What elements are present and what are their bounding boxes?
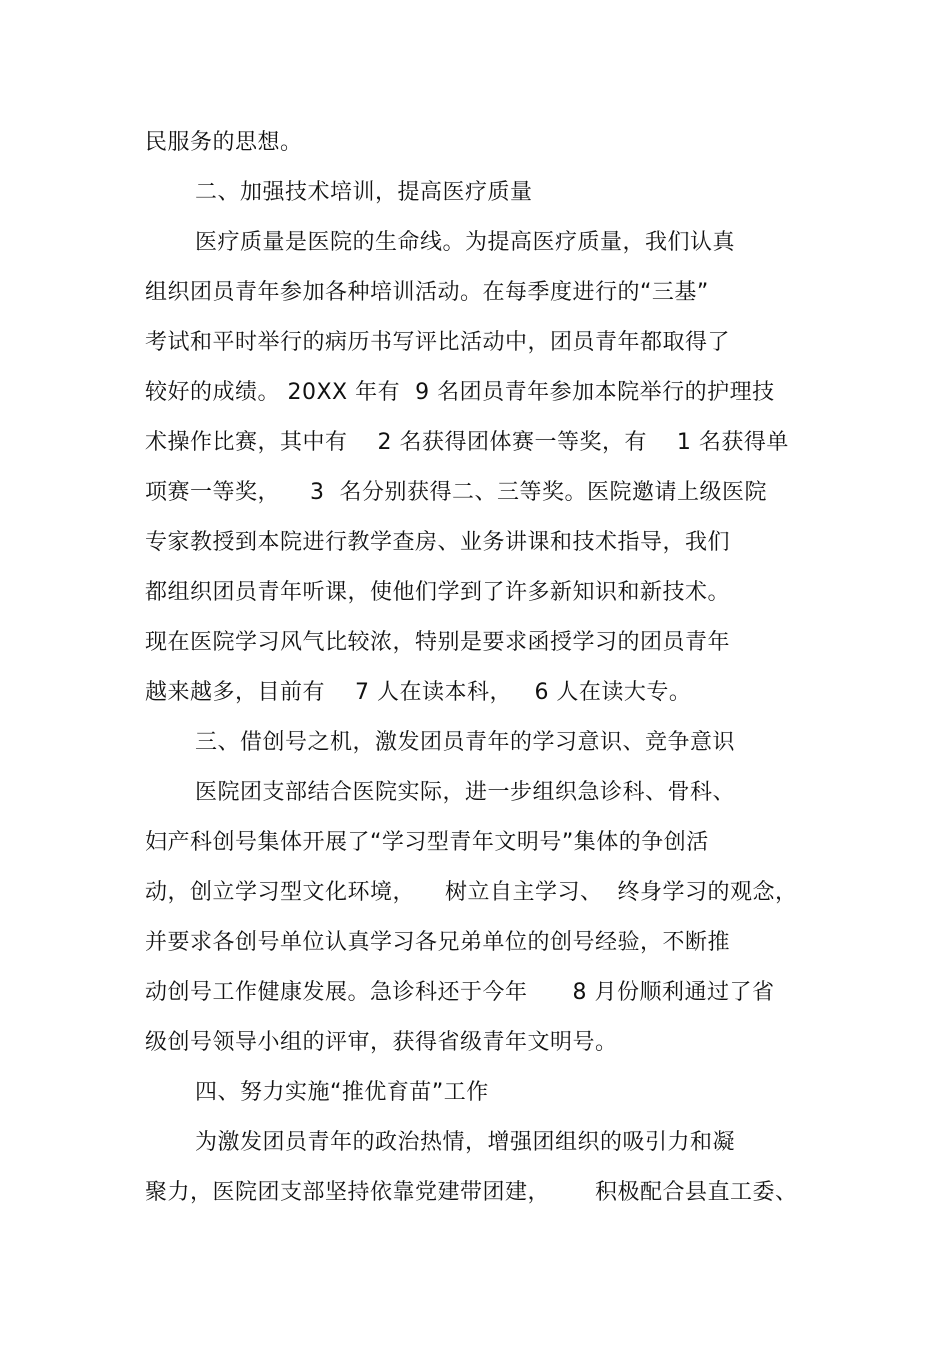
paragraph-line: 术操作比赛，其中有 2 名获得团体赛一等奖，有 1 名获得单 <box>145 430 789 455</box>
paragraph-line: 组织团员青年参加各种培训活动。在每季度进行的“三基” <box>145 280 709 305</box>
paragraph-line: 较好的成绩。 20XX 年有 9 名团员青年参加本院举行的护理技 <box>145 380 775 405</box>
paragraph-line: 动，创立学习型文化环境， 树立自主学习、 终身学习的观念， <box>145 880 798 905</box>
section-heading: 二、加强技术培训，提高医疗质量 <box>195 180 533 205</box>
paragraph-line: 越来越多，目前有 7 人在读本科， 6 人在读大专。 <box>145 680 692 705</box>
paragraph-line: 医院团支部结合医院实际，进一步组织急诊科、骨科、 <box>195 780 736 805</box>
paragraph-line: 考试和平时举行的病历书写评比活动中，团员青年都取得了 <box>145 330 731 355</box>
section-heading: 三、借创号之机，激发团员青年的学习意识、竞争意识 <box>195 730 736 755</box>
paragraph-line: 聚力，医院团支部坚持依靠党建带团建， 积极配合县直工委、 <box>145 1180 798 1205</box>
paragraph-line: 级创号领导小组的评审，获得省级青年文明号。 <box>145 1030 618 1055</box>
paragraph-line: 民服务的思想。 <box>145 130 303 155</box>
paragraph-line: 并要求各创号单位认真学习各兄弟单位的创号经验，不断推 <box>145 930 731 955</box>
paragraph-line: 现在医院学习风气比较浓，特别是要求函授学习的团员青年 <box>145 630 731 655</box>
paragraph-line: 专家教授到本院进行教学查房、业务讲课和技术指导，我们 <box>145 530 731 555</box>
paragraph-line: 动创号工作健康发展。急诊科还于今年 8 月份顺利通过了省 <box>145 980 775 1005</box>
paragraph-line: 都组织团员青年听课，使他们学到了许多新知识和新技术。 <box>145 580 731 605</box>
paragraph-line: 项赛一等奖， 3 名分别获得二、三等奖。医院邀请上级医院 <box>145 480 767 505</box>
paragraph-line: 医疗质量是医院的生命线。为提高医疗质量，我们认真 <box>195 230 736 255</box>
paragraph-line: 妇产科创号集体开展了“学习型青年文明号”集体的争创活 <box>145 830 709 855</box>
section-heading: 四、努力实施“推优育苗”工作 <box>195 1080 489 1105</box>
paragraph-line: 为激发团员青年的政治热情，增强团组织的吸引力和凝 <box>195 1130 736 1155</box>
